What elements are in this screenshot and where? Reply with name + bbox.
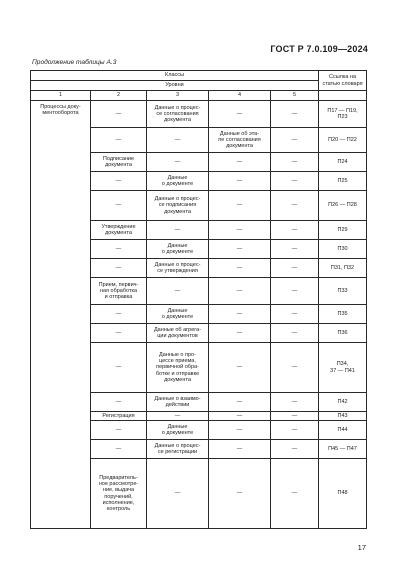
- ref-cell: П29: [319, 221, 367, 240]
- level-cell: —: [91, 128, 147, 153]
- header-classes: Классы: [31, 71, 319, 81]
- level-cell: Предваритель- ное рассмотре- ние, выдача поручений, исполнение, контроль: [91, 459, 147, 529]
- level-cell: —: [209, 221, 271, 240]
- group-name-cell: Процессы доку- ментооборота: [31, 101, 91, 529]
- level-cell: —: [147, 221, 209, 240]
- header-row-levels: [31, 81, 367, 91]
- level-cell: —: [91, 305, 147, 324]
- level-cell: —: [209, 343, 271, 393]
- level-cell: —: [209, 191, 271, 221]
- level-cell: —: [271, 440, 319, 459]
- level-cell: —: [209, 421, 271, 440]
- level-cell: —: [209, 393, 271, 412]
- level-cell: Данные о процес- се подписания документа: [147, 191, 209, 221]
- level-cell: —: [91, 324, 147, 343]
- table-continuation-caption: Продолжение таблицы А.3: [32, 59, 117, 66]
- level-cell: Данные о документе: [147, 240, 209, 259]
- level-cell: —: [271, 221, 319, 240]
- level-cell: —: [91, 421, 147, 440]
- level-cell: —: [209, 440, 271, 459]
- level-cell: —: [271, 101, 319, 128]
- level-cell: —: [271, 459, 319, 529]
- level-cell: Данные о процес- се согласования документа: [147, 101, 209, 128]
- level-cell: —: [91, 191, 147, 221]
- level-cell: —: [91, 343, 147, 393]
- level-cell: —: [91, 101, 147, 128]
- level-cell: —: [209, 153, 271, 172]
- level-cell: —: [209, 305, 271, 324]
- ref-cell: П25: [319, 172, 367, 191]
- level-cell: —: [147, 278, 209, 305]
- level-cell: —: [209, 172, 271, 191]
- level-cell: —: [209, 324, 271, 343]
- ref-cell: П20 — П22: [319, 128, 367, 153]
- level-cell: —: [147, 128, 209, 153]
- level-cell: Данные о про- цессе приема, первичной обра- ботке и отправке документа: [147, 343, 209, 393]
- ref-cell: П33: [319, 278, 367, 305]
- level-cell: Данные о документе: [147, 305, 209, 324]
- level-number-empty: [319, 91, 367, 101]
- level-cell: —: [209, 278, 271, 305]
- level-cell: Утверждение документа: [91, 221, 147, 240]
- level-cell: —: [271, 259, 319, 278]
- level-cell: —: [271, 191, 319, 221]
- header-row-classes: [31, 71, 367, 81]
- level-cell: Данные о документе: [147, 421, 209, 440]
- level-cell: Подписание документа: [91, 153, 147, 172]
- level-cell: —: [271, 324, 319, 343]
- header-ref: Ссылка на статью словаря: [319, 71, 367, 91]
- level-cell: Данные о документе: [147, 172, 209, 191]
- ref-cell: П42: [319, 393, 367, 412]
- level-number: 5: [271, 91, 319, 101]
- level-cell: —: [91, 172, 147, 191]
- level-cell: —: [271, 153, 319, 172]
- level-cell: —: [209, 240, 271, 259]
- level-cell: —: [271, 172, 319, 191]
- level-cell: Данные о процес- се регистрации: [147, 440, 209, 459]
- level-number: 2: [91, 91, 147, 101]
- level-cell: —: [91, 393, 147, 412]
- ref-cell: П48: [319, 459, 367, 529]
- level-cell: —: [271, 240, 319, 259]
- level-cell: Данные о взаимо- действии: [147, 393, 209, 412]
- level-cell: —: [271, 421, 319, 440]
- level-cell: —: [209, 412, 271, 421]
- header-row-numbers: [31, 91, 367, 101]
- ref-cell: П24: [319, 153, 367, 172]
- level-cell: —: [147, 459, 209, 529]
- level-cell: —: [91, 440, 147, 459]
- level-cell: Данные об агрега- ции документов: [147, 324, 209, 343]
- level-cell: —: [271, 412, 319, 421]
- ref-cell: П43: [319, 412, 367, 421]
- ref-cell: П36: [319, 324, 367, 343]
- level-cell: —: [271, 305, 319, 324]
- ref-cell: П17 — П19, П23: [319, 101, 367, 128]
- ref-cell: П34, 37 — П41: [319, 343, 367, 393]
- ref-cell: П26 — П28: [319, 191, 367, 221]
- level-number: 1: [31, 91, 91, 101]
- header-levels: Уровни: [31, 81, 319, 91]
- level-cell: Данные о процес- се утверждения: [147, 259, 209, 278]
- level-cell: —: [271, 393, 319, 412]
- ref-cell: П35: [319, 305, 367, 324]
- level-cell: —: [91, 259, 147, 278]
- level-cell: —: [147, 412, 209, 421]
- level-cell: —: [271, 278, 319, 305]
- ref-cell: П30: [319, 240, 367, 259]
- level-number: 3: [147, 91, 209, 101]
- level-cell: Данные об эта- пе согласования документа: [209, 128, 271, 153]
- ref-cell: П45 — П47: [319, 440, 367, 459]
- ref-cell: П31, П32: [319, 259, 367, 278]
- level-cell: Прием, первич- ная обработка и отправка: [91, 278, 147, 305]
- ref-cell: П44: [319, 421, 367, 440]
- level-cell: —: [209, 101, 271, 128]
- document-code: ГОСТ Р 7.0.109—2024: [270, 44, 368, 54]
- level-cell: —: [271, 343, 319, 393]
- classification-table: [30, 70, 367, 529]
- level-cell: —: [209, 459, 271, 529]
- level-cell: —: [209, 259, 271, 278]
- level-cell: Регистрация: [91, 412, 147, 421]
- table-row: [31, 101, 367, 128]
- level-number: 4: [209, 91, 271, 101]
- table-body: [31, 71, 367, 529]
- level-cell: —: [91, 240, 147, 259]
- page-number: 17: [357, 543, 366, 552]
- level-cell: —: [147, 153, 209, 172]
- level-cell: —: [271, 128, 319, 153]
